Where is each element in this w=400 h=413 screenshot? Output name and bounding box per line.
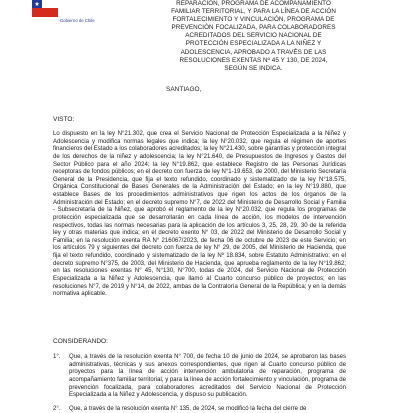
considerando-item — [53, 354, 346, 400]
title-line: ACREDITADOS DEL SERVICIO NACIONAL DE — [185, 32, 322, 40]
chile-flag-logo-icon — [32, 0, 58, 17]
considerando-item — [53, 406, 346, 413]
considerando-list — [53, 354, 346, 413]
resolution-title — [166, 0, 341, 73]
title-line: SEGÚN SE INDICA. — [224, 64, 283, 72]
considerando-text: Que, a través de la resolución exenta N° 135, de 2024, se modificó la fecha del cierre de — [69, 405, 307, 412]
considerando-text: Que, a través de la resolución exenta N° 700, de fecha 10 de junio de 2024, se aprobaron las bases administrativas, técnicas y sus anexos correspondientes, que rigen al Cuarto concurso público de proyectos para la línea de acción intervención ambulatoria de reparación, programa de acompañamiento familiar territorial, y para la línea de acción fortalecimiento y vinculación, programa de prevención focalizada, para colaboradores acreditados del Servicio Nacional de Protección Especializada a la Niñez y Adolescencia, y dispuso su publicación. — [69, 354, 346, 399]
title-line: REPARACIÓN, PROGRAMA DE ACOMPAÑAMIENTO — [176, 0, 331, 7]
government-seal — [22, 0, 102, 28]
place-label: SANTIAGO, — [166, 86, 202, 93]
seal-org-name: Gobierno de Chile — [60, 18, 95, 23]
title-line: FAMILIAR TERRITORIAL, Y PARA LA LÍNEA DE ACCIÓN — [171, 8, 336, 16]
considerando-heading: CONSIDERANDO: — [53, 338, 108, 345]
title-line: PROTECCIÓN ESPECIALIZADA A LA NIÑEZ Y — [185, 40, 322, 48]
title-line: ADOLESCENCIA, APROBADO A TRAVÉS DE LAS — [180, 48, 327, 56]
title-line: RESOLUCIONES EXENTAS Nº 45 Y 130, DE 2024, — [179, 56, 328, 64]
title-line: FORTALECIMIENTO Y VINCULACIÓN, PROGRAMA DE — [172, 16, 335, 24]
visto-body: Lo dispuesto en la ley N°21.302, que crea el Servicio Nacional de Protección Especializada a la Niñez y Adolescencia y modifica normas legales que indica; la ley N°20.032, que regula el régimen de aportes financieros del Estado a los colaboradores acreditados; la ley N°21.430, sobre garantías y protección integral de los derechos de la niñez y adolescencia; la ley N°21.640, de Presupuestos de Ingresos y Gastos del Sector Público para el año 2024; la ley N°19.862, que establece Registro de las Personas Jurídicas receptoras de fondos públicos; en el decreto con fuerza de ley N°1-19.653, de 2000, del Ministerio Secretaría General de la Presidencia, que fija el texto refundido, coordinado y sistematizado de la ley N°18.575, Orgánica Constitucional de Bases Generales de la Administración del Estado; en la ley N°19.880, que establece Bases de los procedimientos administrativos que rigen los actos de los órganos de la Administración del Estado; en el decreto supremo N°7, de 2022 del Ministerio de Desarrollo Social y Familia - Subsecretaría de la Niñez, que aprobó el reglamento de la ley N°20.032, que regula los programas de protección especializada que se desarrollarán en cada línea de acción, los modelos de intervención respectivos, todas las normas necesarias para la aplicación de los artículos 3, 25, 28, 29, 30 de la referida ley y otras materias que indica; en el decreto exento N° 03, de 2022 del Ministerio de Desarrollo Social y Familia; en la resolución exenta RA N° 216067/2023, de fecha 06 de octubre de 2023 de este Servicio; en los artículos 79 y siguientes del decreto con fuerza de ley N° 29, de 2005, del Ministerio de Hacienda, que fija el texto refundido, coordinado y sistematizado de la ley Nº 18.834, sobre Estatuto Administrativo; en el decreto supremo N°375, de 2003, del Ministerio de Hacienda, que aprueba reglamento de la ley N°19.862; en las resoluciones exentas N° 45, N°130, N°700, todas de 2024, del Servicio Nacional de Protección Especializada a la Niñez y Adolescencia, que llamó al Cuarto concurso público de proyectos; en las resoluciones N°7, de 2019 y N°14, de 2022, ambas de la Contraloría General de la República; y en la demás normativa aplicable. — [53, 131, 346, 298]
visto-heading: VISTO: — [53, 116, 75, 123]
considerando-number: 1°. — [53, 354, 61, 360]
title-line: PREVENCIÓN FOCALIZADA, PARA COLABORADORES — [171, 24, 336, 32]
considerando-number: 2°. — [53, 405, 61, 412]
